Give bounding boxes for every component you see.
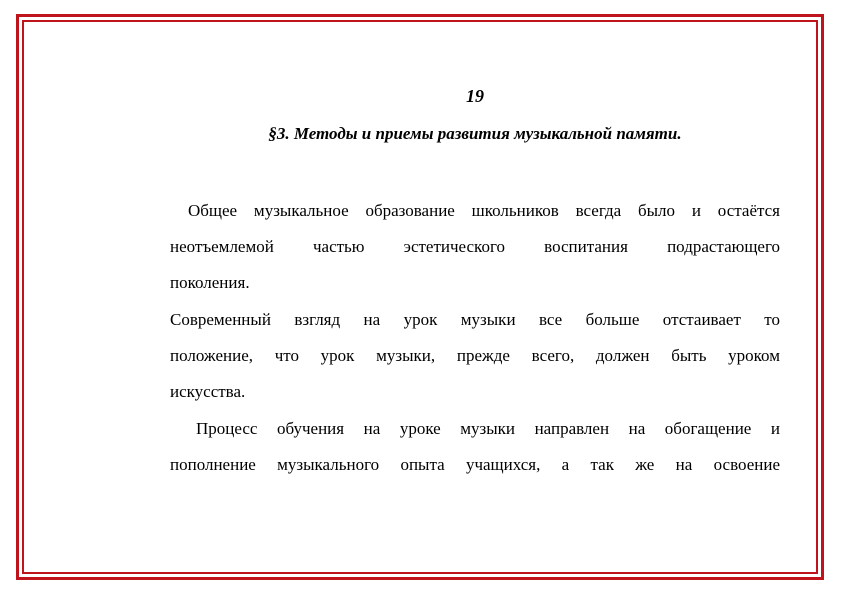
paragraph-line: неотъемлемой частью эстетического воспитания подрастающего [170,237,780,256]
page-number: 19 [466,86,484,106]
paragraph-line: пополнение музыкального опыта учащихся, а так же на освоение [170,455,780,474]
section-heading: §3. Методы и приемы развития музыкальной памяти. [268,124,682,143]
paragraph-line: Общее музыкальное образование школьников всегда было и остаётся [188,201,780,220]
paragraph-line: положение, что урок музыки, прежде всего, должен быть уроком [170,346,780,365]
paragraph-line: Процесс обучения на уроке музыки направлен на обогащение и [196,419,780,438]
paragraph-line: поколения. [170,273,250,292]
paragraph-line: искусства. [170,382,246,401]
paragraph-line: Современный взгляд на урок музыки все больше отстаивает то [170,310,780,329]
